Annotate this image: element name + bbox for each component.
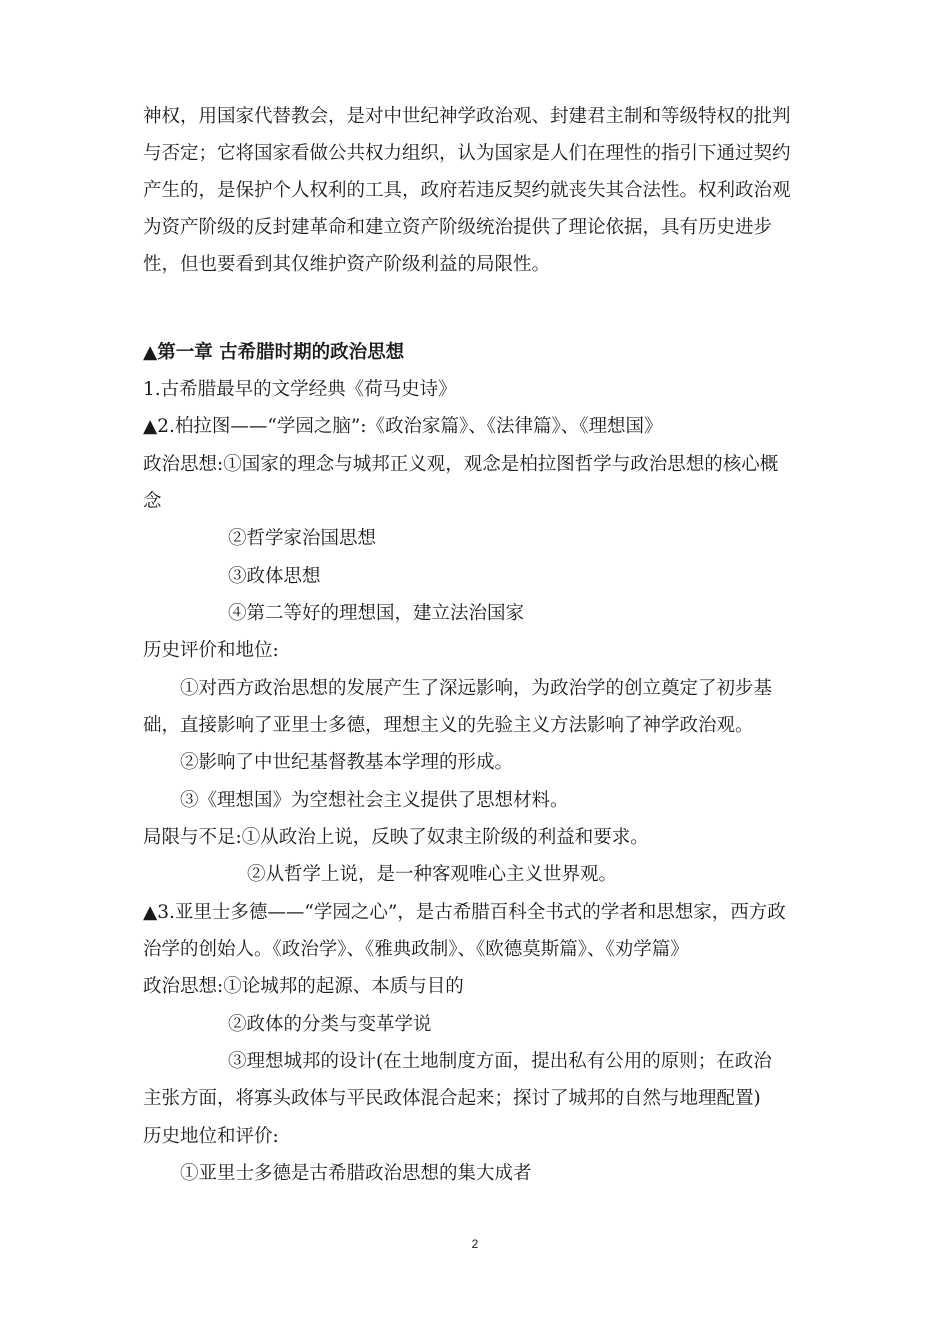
plato-thought-1: 政治思想:①国家的理念与城邦正义观，观念是柏拉图哲学与政治思想的核心概 xyxy=(143,454,779,475)
plato-eval-heading: 历史评价和地位: xyxy=(143,640,279,661)
intro-line: 产生的，是保护个人权利的工具，政府若违反契约就丧失其合法性。权利政治观 xyxy=(143,180,791,201)
aristotle-title-cont: 治学的创始人。《政治学》、《雅典政制》、《欧德莫斯篇》、《劝学篇》 xyxy=(143,939,689,960)
plato-title: ▲2.柏拉图——“学园之脑”:《政治家篇》、《法律篇》、《理想国》 xyxy=(143,416,663,437)
plato-limit-2: ②从哲学上说，是一种客观唯心主义世界观。 xyxy=(247,864,618,885)
aristotle-title: ▲3.亚里士多德——“学园之心”，是古希腊百科全书式的学者和思想家，西方政 xyxy=(143,902,786,923)
plato-eval-3: ③《理想国》为空想社会主义提供了思想材料。 xyxy=(180,790,569,811)
chapter-heading: ▲第一章 古希腊时期的政治思想 xyxy=(143,342,405,363)
intro-line: 神权，用国家代替教会，是对中世纪神学政治观、封建君主制和等级特权的批判 xyxy=(143,106,791,127)
aristotle-eval-heading: 历史地位和评价: xyxy=(143,1126,279,1147)
aristotle-thought-3: ③理想城邦的设计(在土地制度方面，提出私有公用的原则；在政治 xyxy=(228,1051,772,1072)
plato-thought-4: ④第二等好的理想国，建立法治国家 xyxy=(228,603,525,624)
plato-thought-1-cont: 念 xyxy=(143,491,162,512)
item-homer: 1.古希腊最早的文学经典《荷马史诗》 xyxy=(143,379,457,400)
page-number: 2 xyxy=(471,1237,479,1251)
intro-line: 性，但也要看到其仅维护资产阶级利益的局限性。 xyxy=(143,254,551,275)
plato-thought-3: ③政体思想 xyxy=(228,566,321,587)
plato-eval-1-cont: 础，直接影响了亚里士多德，理想主义的先验主义方法影响了神学政治观。 xyxy=(143,715,754,736)
aristotle-thought-1: 政治思想:①论城邦的起源、本质与目的 xyxy=(143,976,464,997)
plato-limit-1: 局限与不足:①从政治上说，反映了奴隶主阶级的利益和要求。 xyxy=(143,827,649,848)
intro-line: 与否定；它将国家看做公共权力组织，认为国家是人们在理性的指引下通过契约 xyxy=(143,143,791,164)
plato-eval-2: ②影响了中世纪基督教基本学理的形成。 xyxy=(180,752,514,773)
plato-thought-2: ②哲学家治国思想 xyxy=(228,528,377,549)
aristotle-eval-1: ①亚里士多德是古希腊政治思想的集大成者 xyxy=(180,1163,532,1184)
aristotle-thought-3-cont: 主张方面，将寡头政体与平民政体混合起来；探讨了城邦的自然与地理配置) xyxy=(143,1088,761,1109)
intro-line: 为资产阶级的反封建革命和建立资产阶级统治提供了理论依据，具有历史进步 xyxy=(143,217,773,238)
aristotle-thought-2: ②政体的分类与变革学说 xyxy=(228,1014,432,1035)
plato-eval-1: ①对西方政治思想的发展产生了深远影响，为政治学的创立奠定了初步基 xyxy=(180,678,773,699)
